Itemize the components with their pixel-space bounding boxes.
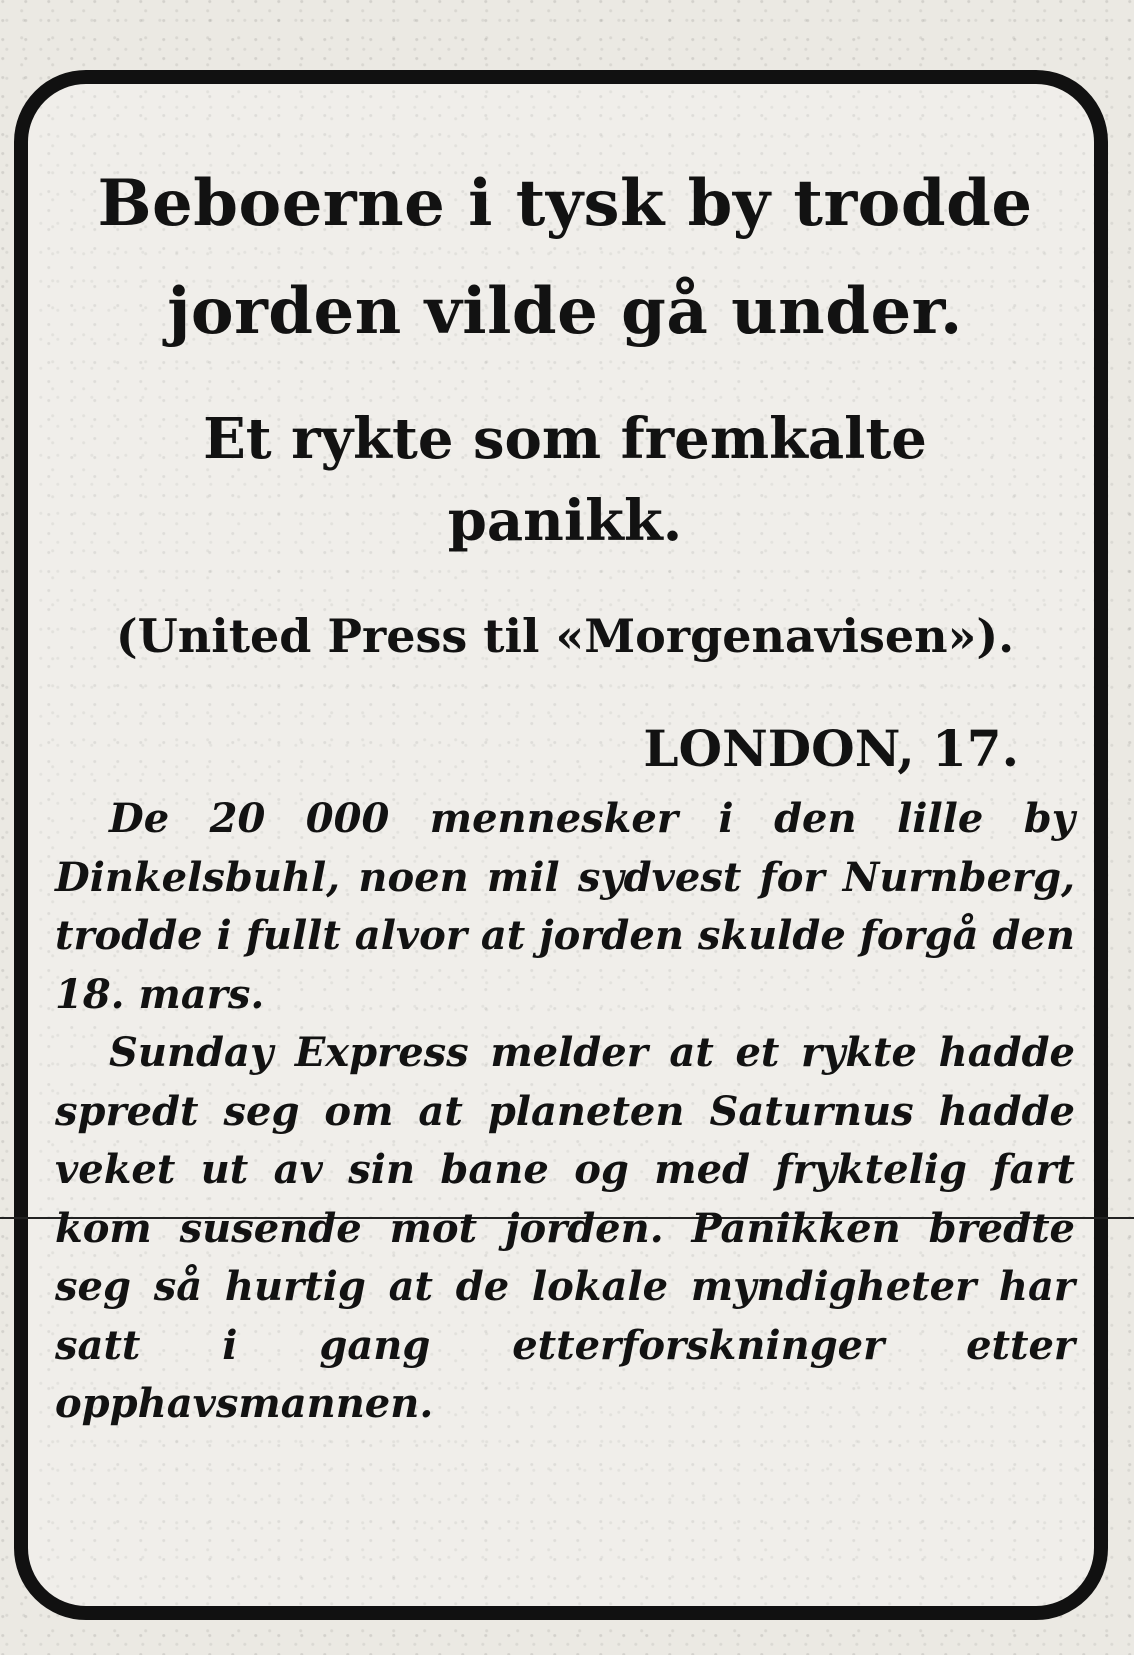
news-article (55, 150, 1075, 1434)
source-credit: (United Press til «Morgenavisen»). (115, 609, 1015, 663)
dateline: LONDON, 17. (643, 719, 1019, 778)
headline: Beboerne i tysk by trodde jorden vilde gå under. (97, 166, 1033, 349)
body-paragraph-2: Sunday Express melder at et rykte hadde spredt seg om at planeten Saturnus hadde veket ut av sin bane og med fryktelig fart kom susende mot jorden. Panikken bredte seg så hurtig at de lokale myndigheter har satt i gang etterforskninger etter opphavsmannen. (55, 1029, 1075, 1427)
body-paragraph-1: De 20 000 mennesker i den lille by Dinkelsbuhl, noen mil sydvest for Nurnberg, trodde i fullt alvor at jorden skulde forgå den 18. mars. (55, 795, 1075, 1018)
subheadline: Et rykte som fremkalte panikk. (203, 406, 927, 554)
